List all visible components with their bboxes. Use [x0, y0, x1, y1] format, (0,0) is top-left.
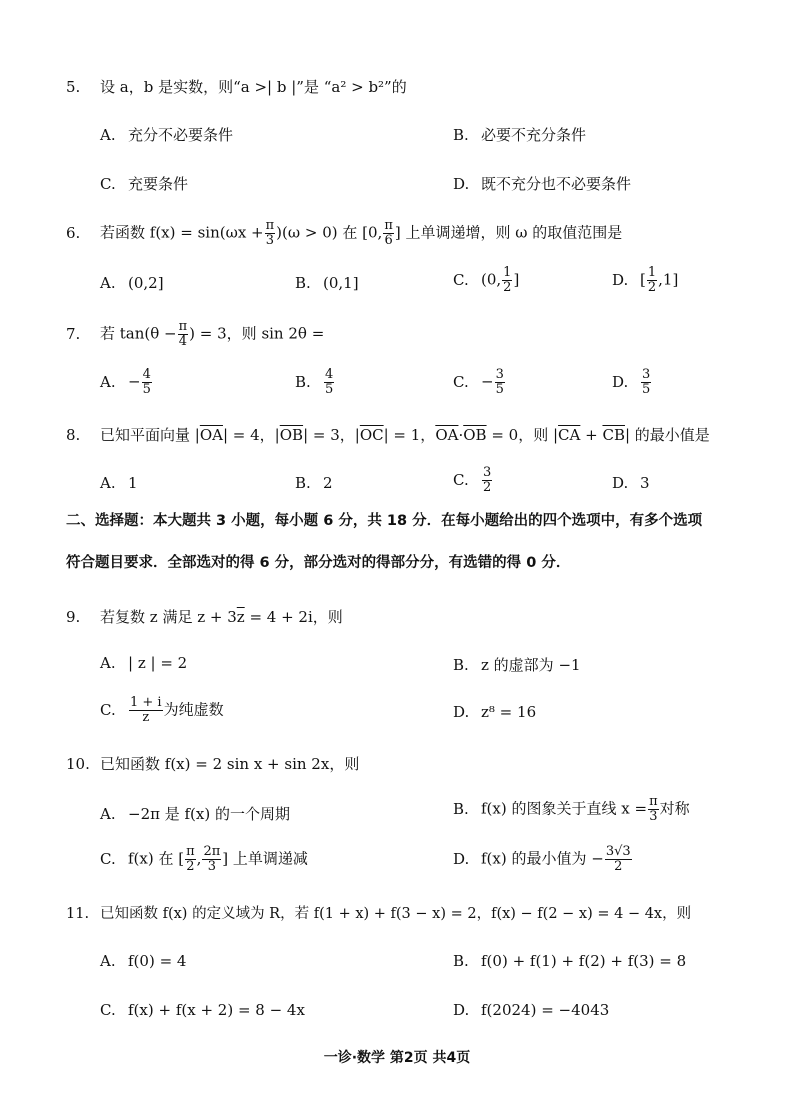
- option-a: A. 1: [100, 474, 138, 492]
- page-footer: 一诊·数学 第2页 共4页: [323, 1050, 471, 1066]
- question-text: 设 a，b 是实数，则“a >| b |”是 “a² > b²”的: [100, 78, 407, 96]
- question-10-stem: 10. 已知函数 f(x) = 2 sin x + sin 2x，则: [66, 755, 360, 773]
- fraction: $\frac{\pi}{6}$: [384, 218, 393, 248]
- option-d: D. [ $\frac{1}{2}$ ,1]: [612, 265, 679, 295]
- option-d: D. f(2024) = −4043: [453, 1001, 610, 1019]
- option-d: D. f(x) 的最小值为 − $\frac{3√3}{2}$: [453, 844, 631, 874]
- option-d: D. z⁸ = 16: [453, 703, 537, 721]
- question-6-stem: 6. 若函数 f(x) = sin(ωx + $\frac{\pi}{3}$ )(ω > 0) 在 [0, $\frac{\pi}{6}$ ] 上单调递增，则 ω 的取值范围是: [66, 218, 623, 248]
- option-c: C. 充要条件: [100, 175, 189, 193]
- option-b: B. f(x) 的图象关于直线 x = $\frac{\pi}{3}$ 对称: [453, 794, 690, 824]
- question-5-stem: [66, 76, 407, 97]
- option-a: A. 充分不必要条件: [100, 126, 234, 144]
- option-c: C. − $\frac{3}{5}$: [453, 367, 504, 397]
- option-b: B. 2: [295, 474, 333, 492]
- option-a: A. f(0) = 4: [100, 952, 187, 970]
- question-8-stem: 8. 已知平面向量 $|\overline{OA}| = 4$，$|\overline{OB}| = 3$，$|\overline{OC}| = 1$，$\overline{OA}\cdot\overline{OB} = 0$，则 $|\overline{CA} + \overline{CB}|$ 的最小值是: [66, 426, 710, 444]
- fraction: $\frac{\pi}{3}$: [265, 218, 275, 248]
- question-11-stem: 11. 已知函数 f(x) 的定义域为 R，若 f(1 + x) + f(3 − x) = 2，f(x) − f(2 − x) = 4 − 4x，则: [66, 906, 692, 922]
- option-c: C. $\frac{3}{2}$: [453, 465, 492, 495]
- option-b: B. $\frac{4}{5}$: [295, 367, 334, 397]
- option-c: C. f(x) 在 [ $\frac{\pi}{2}$ , $\frac{2\pi}{3}$ ] 上单调递减: [100, 844, 308, 874]
- option-c: C. (0, $\frac{1}{2}$ ]: [453, 265, 520, 295]
- option-a: A. −2π 是 f(x) 的一个周期: [100, 805, 290, 823]
- section-2-instructions-line2: 符合题目要求．全部选对的得 6 分，部分选对的得部分分，有选错的得 0 分．: [66, 555, 571, 571]
- option-d: D. 既不充分也不必要条件: [453, 175, 632, 193]
- question-number: 5.: [66, 78, 81, 96]
- option-a: A. − $\frac{4}{5}$: [100, 367, 151, 397]
- option-d: D. $\frac{3}{5}$: [612, 367, 651, 397]
- option-a: A. | z | = 2: [100, 654, 188, 672]
- option-a: A. (0,2]: [100, 274, 164, 292]
- option-d: D. 3: [612, 474, 650, 492]
- option-b: B. f(0) + f(1) + f(2) + f(3) = 8: [453, 952, 687, 970]
- option-b: B. z 的虚部为 −1: [453, 656, 581, 674]
- question-9-stem: 9. 若复数 z 满足 $z + 3\overline{z} = 4 + 2i$，则: [66, 608, 343, 626]
- option-b: B. (0,1]: [295, 274, 359, 292]
- option-c: C. f(x) + f(x + 2) = 8 − 4x: [100, 1001, 305, 1019]
- section-2-instructions: 二、选择题：本大题共 3 小题，每小题 6 分，共 18 分．在每小题给出的四个选项中，有多个选项: [66, 513, 703, 529]
- question-7-stem: 7. 若 tan(θ − $\frac{\pi}{4}$ ) = 3，则 sin 2θ =: [66, 319, 325, 349]
- option-b: B. 必要不充分条件: [453, 126, 587, 144]
- option-c: C. $\frac{1 + i}{z}$ 为纯虚数: [100, 695, 224, 725]
